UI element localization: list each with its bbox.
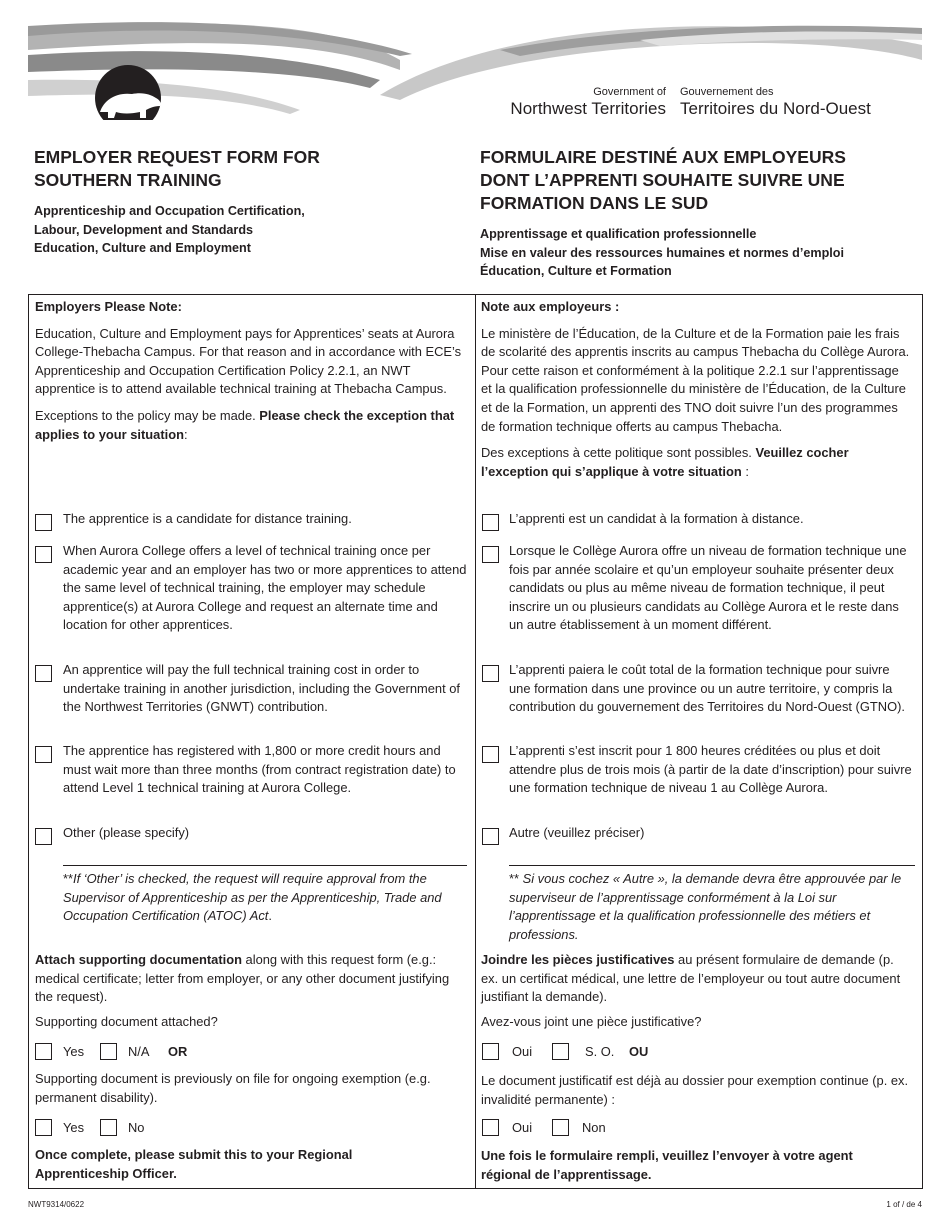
en-exceptions-bold: Please check the exception that applies to your situation <box>35 407 455 442</box>
en-option-other: Other (please specify) <box>63 825 190 840</box>
en-attach-plain: along with this request form (e.g.: medical certificate; letter from employer, or any other document justifying the request). <box>35 952 450 1005</box>
checkbox-fr-1800-hours[interactable] <box>482 746 499 763</box>
sub-fr-1: Apprentissage et qualification professionnelle <box>480 227 757 241</box>
en-option-distance: The apprentice is a candidate for distance training. <box>63 511 352 526</box>
en-onfile-no-label: No <box>128 1120 145 1135</box>
checkbox-en-distance[interactable] <box>35 514 52 531</box>
fr-attach-plain: au présent formulaire de demande (p. ex. un certificat médical, une lettre de l’employeur ou tout autre document justifiant la demande). <box>481 952 901 1005</box>
fr-on-file: Le document justificatif est déjà au dossier pour exemption continue (p. ex. invalidité permanente) : <box>481 1073 909 1107</box>
checkbox-fr-distance[interactable] <box>482 514 499 531</box>
government-name-english <box>500 86 666 118</box>
en-option-once-per-year: When Aurora College offers a level of technical training once per academic year and an employer has two or more apprentices to attend the same level of technical training, the employer may schedule apprentice(s) at Aurora College and request an alternate time and location for other apprentices. <box>63 543 467 633</box>
fr-option-other: Autre (veuillez préciser) <box>509 825 645 840</box>
en-on-file: Supporting document is previously on file for ongoing exemption (e.g. permanent disability). <box>35 1071 431 1105</box>
gov-fr-big: Territoires du Nord-Ouest <box>680 99 871 118</box>
fr-onfile-yes-label: Oui <box>512 1120 533 1135</box>
sub-en-3: Education, Culture and Employment <box>34 241 251 255</box>
nwt-logo-bear-icon <box>95 65 161 132</box>
en-intro-text: Education, Culture and Employment pays for Apprentices’ seats at Aurora College-Thebacha Campus. For that reason and in accordance with ECE’s Apprenticeship and Occupation Certification Policy 2.2.1, an NWT apprentice is to attend available technical training at Thebacha Campus. <box>35 325 462 397</box>
en-exceptions <box>35 407 469 444</box>
checkbox-en-onfile-no[interactable] <box>100 1119 117 1136</box>
checkbox-en-other[interactable] <box>35 828 52 845</box>
checkbox-fr-attached-na[interactable] <box>552 1043 569 1060</box>
en-attached-question: Supporting document attached? <box>35 1013 218 1029</box>
en-other-note-end: . <box>268 908 272 924</box>
english-intro <box>35 298 469 444</box>
checkbox-en-attached-yes[interactable] <box>35 1043 52 1060</box>
en-other-note <box>63 870 469 926</box>
fr-attached-question: Avez-vous joint une pièce justificative? <box>481 1013 702 1029</box>
fr-intro-text: Le ministère de l’Éducation, de la Culture et de la Formation paie les frais de scolarité des apprentis inscrits au campus Thebacha du Collège Aurora. Pour cette raison et conformément à la politique 2.2.1 sur l’apprentissage et la qualification professionnelle du ministère de l’Éducation, de la Culture et de la Formation, un apprenti des TNO doit suivre l’un des programmes de formation technique offerts au campus Thebacha. <box>481 325 910 434</box>
fr-attached-na-label: S. O. <box>585 1044 615 1059</box>
checkbox-fr-once-per-year[interactable] <box>482 546 499 563</box>
en-attach-text <box>35 951 467 1007</box>
checkbox-fr-onfile-yes[interactable] <box>482 1119 499 1136</box>
french-intro <box>481 298 911 481</box>
sub-fr-3: Éducation, Culture et Formation <box>480 264 672 278</box>
sub-en-1: Apprenticeship and Occupation Certification, <box>34 204 305 218</box>
en-other-note-text: If ‘Other’ is checked, the request will require approval from the Supervisor of Apprenticeship as per the Apprenticeship, Trade and Occupation Certification (ATOC) Act <box>63 871 442 924</box>
fr-exceptions-bold: Veuillez cocher l’exception qui s’applique à votre situation <box>481 445 849 479</box>
en-exceptions-end: : <box>183 426 188 442</box>
fr-attach-text <box>481 951 911 1007</box>
column-divider <box>475 294 476 1189</box>
fr-or-label: OU <box>629 1044 649 1059</box>
fr-option-distance: L’apprenti est un candidat à la formation à distance. <box>509 511 804 526</box>
fr-exceptions-end: : <box>741 463 749 479</box>
en-option-1800-hours: The apprentice has registered with 1,800 or more credit hours and must wait more than three months (from contract registration date) to attend Level 1 technical training at Aurora College. <box>63 743 456 796</box>
en-exceptions-plain: Exceptions to the policy may be made. <box>35 407 260 423</box>
fr-attached-yes-label: Oui <box>512 1044 533 1059</box>
fr-complete: Une fois le formulaire rempli, veuillez l’envoyer à votre agent régional de l’apprentissage. <box>481 1148 853 1182</box>
gov-fr-small: Gouvernement des <box>680 86 774 98</box>
en-other-note-prefix: ** <box>63 871 74 886</box>
department-english <box>34 202 454 258</box>
fr-option-1800-hours: L’apprenti s’est inscrit pour 1 800 heures créditées ou plus et doit attendre plus de trois mois (à partir de la date d’inscription) pour suivre une formation technique de niveau 1 au Collège Aurora. <box>509 743 912 796</box>
form-title-english <box>34 146 454 258</box>
fr-option-once-per-year: Lorsque le Collège Aurora offre un niveau de formation technique une fois par année scolaire et qu’un employeur souhaite présenter deux candidats ou plus au même niveau de formation technique, il peut inscrire un ou plusieurs candidats au Collège Aurora et le reste dans un autre établissement à un moment différent. <box>509 543 907 633</box>
checkbox-fr-attached-yes[interactable] <box>482 1043 499 1060</box>
fr-other-note-prefix: ** <box>509 871 523 886</box>
checkbox-en-attached-na[interactable] <box>100 1043 117 1060</box>
en-attach <box>35 951 467 1031</box>
en-note-heading: Employers Please Note: <box>35 299 182 314</box>
checkbox-fr-full-cost[interactable] <box>482 665 499 682</box>
en-option-full-cost: An apprentice will pay the full technical training cost in order to undertake training in another jurisdiction, including the Government of the Northwest Territories (GNWT) contribution. <box>63 662 460 715</box>
fr-note-heading: Note aux employeurs : <box>481 299 620 314</box>
checkbox-fr-other[interactable] <box>482 828 499 845</box>
form-title-french <box>480 146 910 281</box>
en-or-label: OR <box>168 1044 188 1059</box>
fr-attach-bold: Joindre les pièces justificatives <box>481 952 675 967</box>
page-number: 1 of / de 4 <box>886 1200 922 1209</box>
title-fr-line3: FORMATION DANS LE SUD <box>480 193 709 213</box>
checkbox-en-1800-hours[interactable] <box>35 746 52 763</box>
gov-en-big: Northwest Territories <box>510 99 666 118</box>
en-other-specify-line[interactable] <box>63 865 467 866</box>
fr-exceptions <box>481 444 911 481</box>
department-french <box>480 225 910 281</box>
title-fr-line1: FORMULAIRE DESTINÉ AUX EMPLOYEURS <box>480 147 846 167</box>
form-number: NWT9314/0622 <box>28 1200 85 1209</box>
gov-en-small: Government of <box>593 86 666 98</box>
checkbox-en-once-per-year[interactable] <box>35 546 52 563</box>
fr-option-full-cost: L’apprenti paiera le coût total de la formation technique pour suivre une formation dans une province ou un autre territoire, y compris la contribution du gouvernement des Territoires du Nord-Ouest (GTNO). <box>509 662 905 715</box>
fr-other-specify-line[interactable] <box>509 865 915 866</box>
en-complete: Once complete, please submit this to your Regional Apprenticeship Officer. <box>35 1147 353 1181</box>
fr-other-note-text: Si vous cochez « Autre », la demande devra être approuvée par le superviseur de l’apprentissage conformément à la Loi sur l’apprentissage et la qualification professionnelle des métiers et professions. <box>509 871 902 942</box>
title-fr-line2: DONT L’APPRENTI SOUHAITE SUIVRE UNE <box>480 170 845 190</box>
title-en-line2: SOUTHERN TRAINING <box>34 170 222 190</box>
sub-fr-2: Mise en valeur des ressources humaines et normes d’emploi <box>480 245 844 260</box>
en-attached-na-label: N/A <box>128 1044 150 1059</box>
checkbox-en-full-cost[interactable] <box>35 665 52 682</box>
checkbox-fr-onfile-no[interactable] <box>552 1119 569 1136</box>
government-name-french <box>680 86 900 118</box>
checkbox-en-onfile-yes[interactable] <box>35 1119 52 1136</box>
header-banner-graphic <box>0 0 950 140</box>
en-attached-yes-label: Yes <box>63 1044 85 1059</box>
fr-exceptions-plain: Des exceptions à cette politique sont possibles. <box>481 445 756 461</box>
fr-onfile-no-label: Non <box>582 1120 606 1135</box>
en-onfile-yes-label: Yes <box>63 1120 85 1135</box>
fr-other-note <box>509 870 913 944</box>
fr-attach <box>481 951 911 1031</box>
en-attach-bold: Attach supporting documentation <box>35 952 242 967</box>
sub-en-2: Labour, Development and Standards <box>34 222 254 237</box>
title-en-line1: EMPLOYER REQUEST FORM FOR <box>34 147 320 167</box>
